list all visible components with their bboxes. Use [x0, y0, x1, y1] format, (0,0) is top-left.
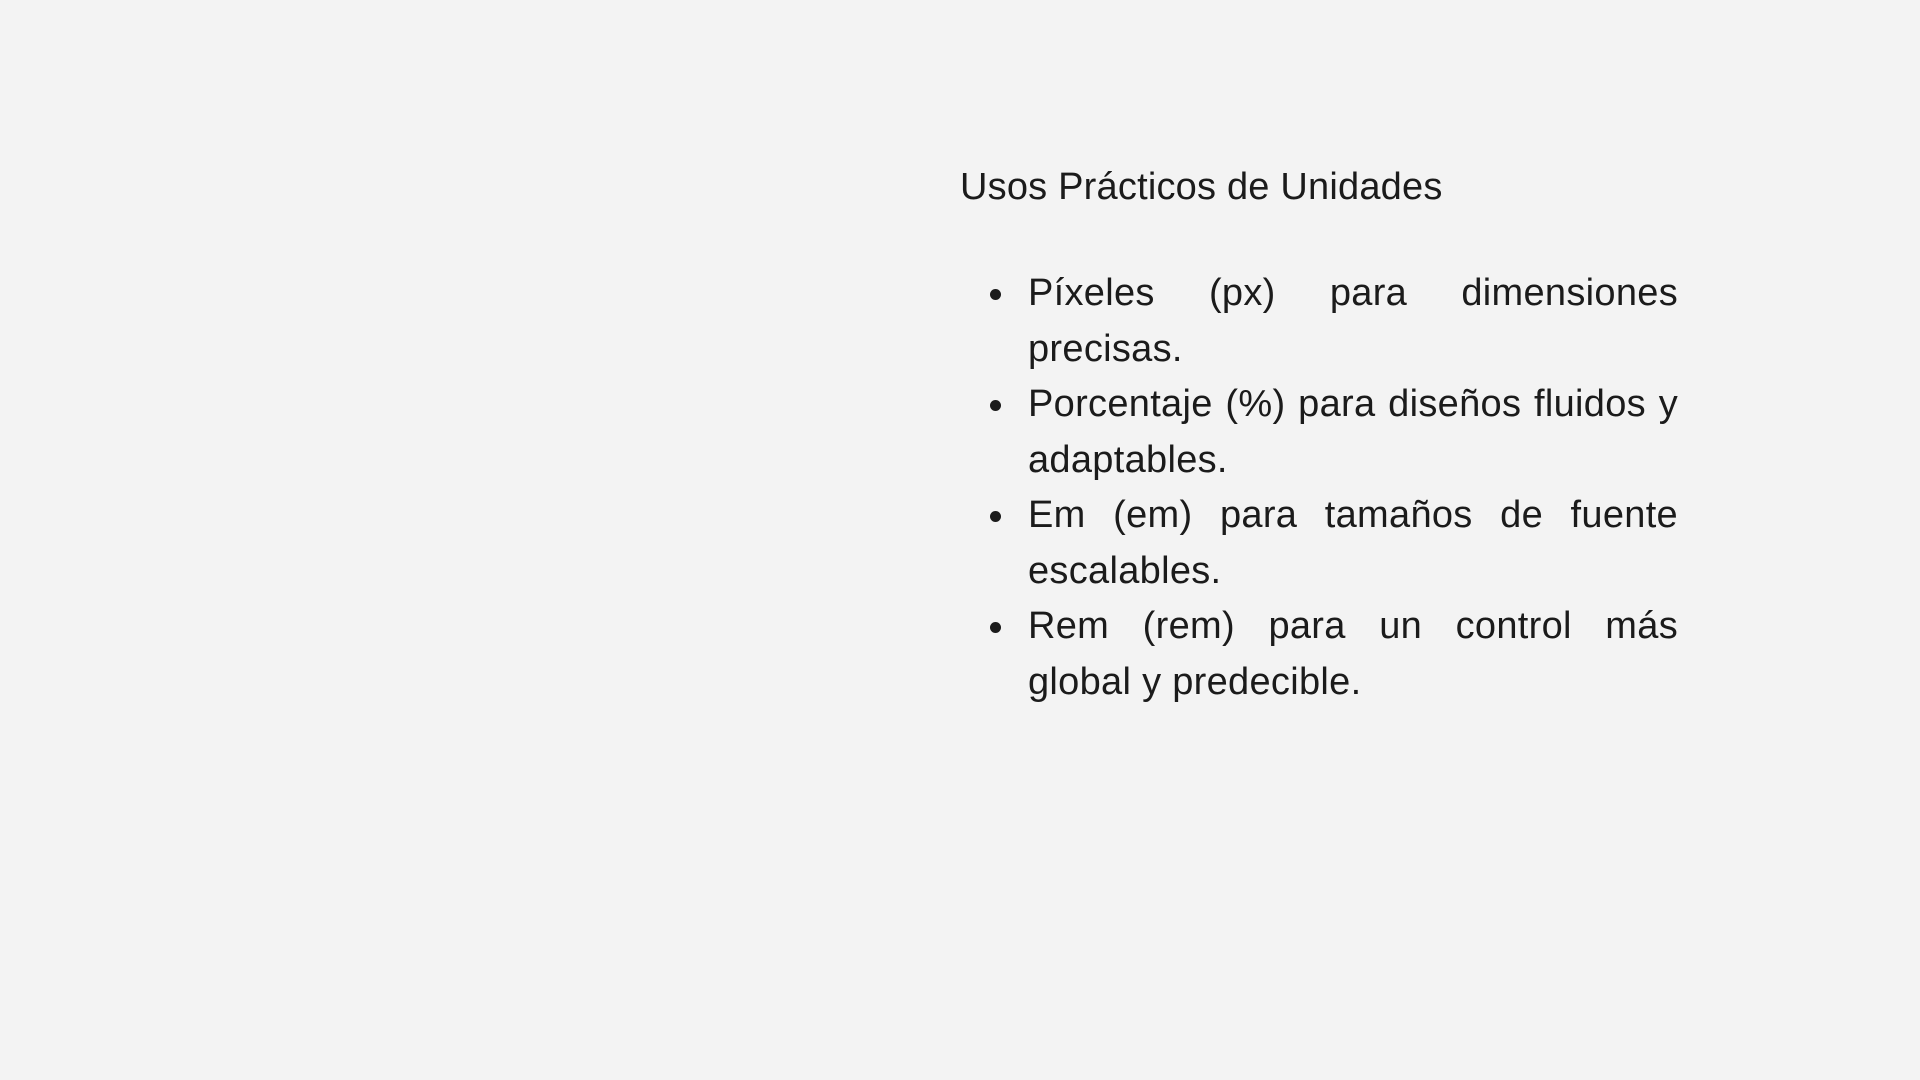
bullet-item-rem: [1028, 599, 1678, 710]
bullet-item-percentage: [1028, 377, 1678, 488]
bullet-list: [960, 266, 1678, 710]
bullet-text: Píxeles (px) para dimensiones precisas.: [1028, 272, 1678, 370]
bullet-text: Em (em) para tamaños de fuente escalables.: [1028, 494, 1678, 592]
slide-title: Usos Prácticos de Unidades: [960, 166, 1443, 208]
bullet-dot-icon: [990, 622, 1001, 633]
bullet-text: Porcentaje (%) para diseños fluidos y adaptables.: [1028, 383, 1678, 481]
bullet-item-pixels: [1028, 266, 1678, 377]
bullet-text: Rem (rem) para un control más global y predecible.: [1028, 605, 1678, 703]
bullet-dot-icon: [990, 289, 1001, 300]
bullet-dot-icon: [990, 511, 1001, 522]
bullet-dot-icon: [990, 400, 1001, 411]
slide-content: [960, 160, 1678, 710]
bullet-item-em: [1028, 488, 1678, 599]
